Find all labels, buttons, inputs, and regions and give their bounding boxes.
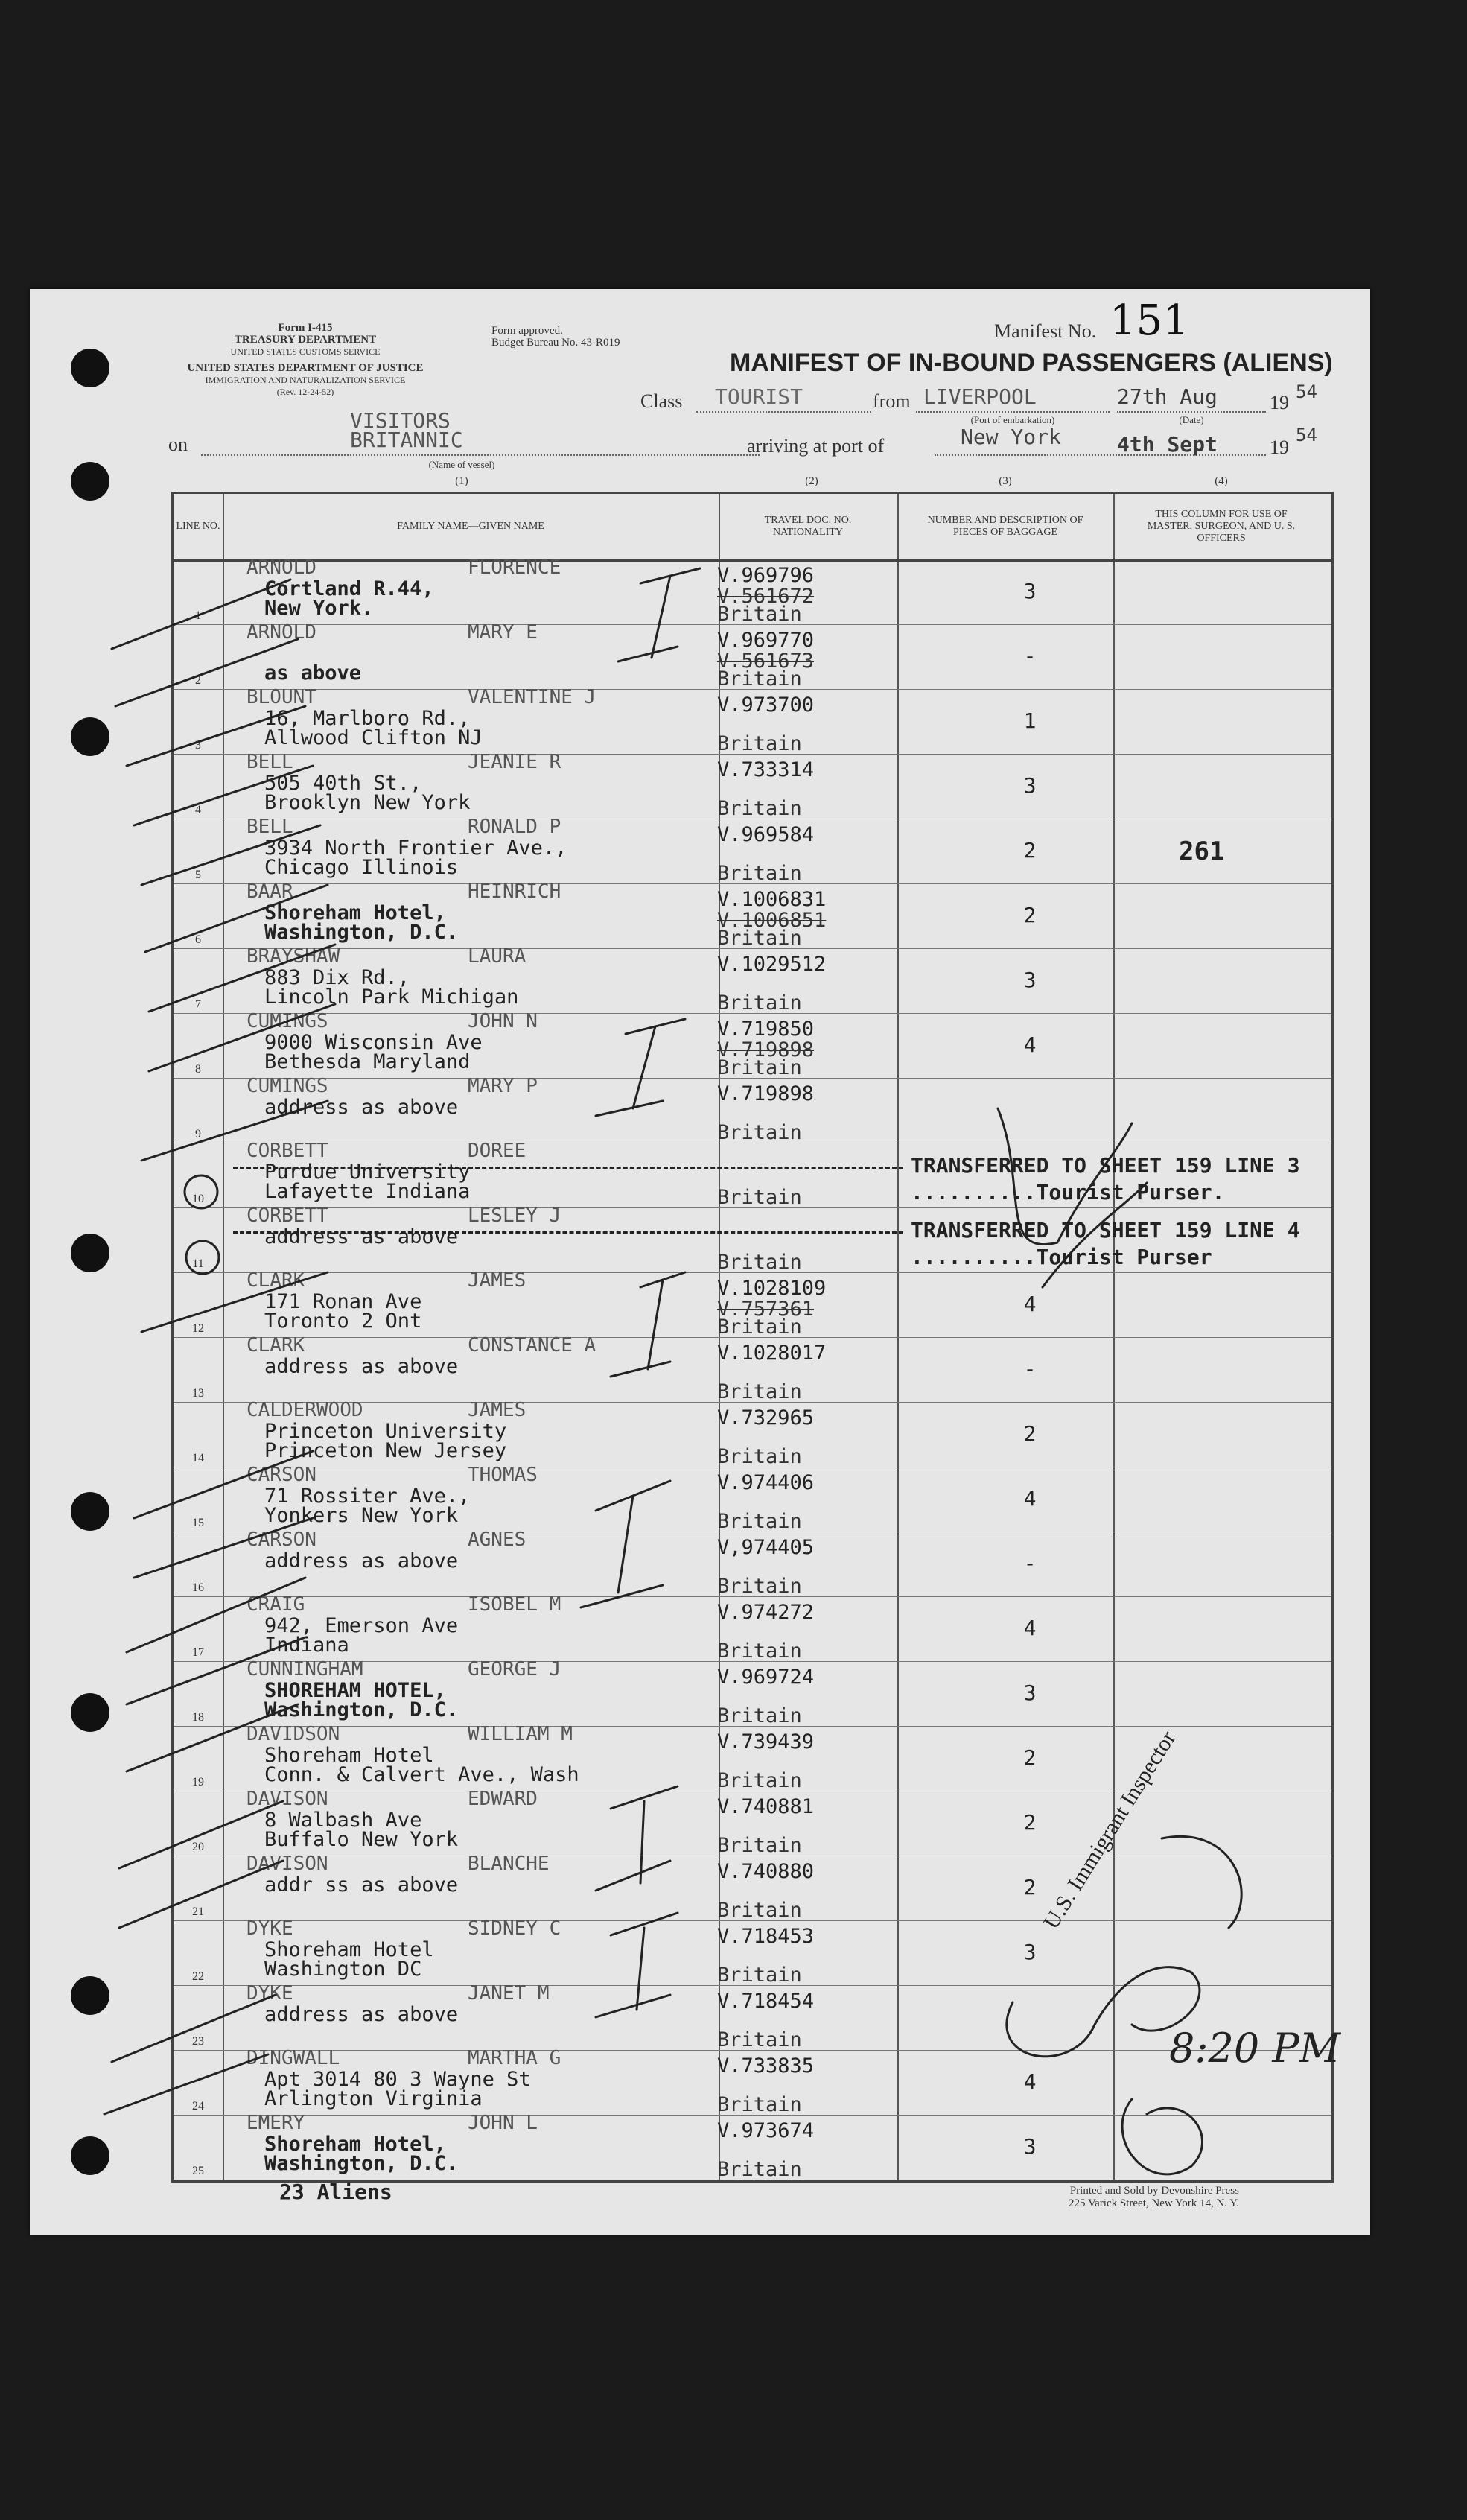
family-name: CRAIG bbox=[246, 1593, 305, 1616]
address-line-1: 16, Marlboro Rd., bbox=[264, 707, 471, 730]
manifest-no-label: Manifest No. bbox=[994, 320, 1097, 342]
year-prefix-1: 19 bbox=[1270, 392, 1289, 413]
total-aliens: 23 Aliens bbox=[279, 2180, 392, 2204]
nationality: Britain bbox=[717, 1640, 802, 1663]
family-name: CLARK bbox=[246, 1334, 305, 1356]
line-number: 23 bbox=[192, 2035, 204, 2048]
given-name: GEORGE J bbox=[468, 1658, 561, 1680]
year-2: 54 bbox=[1296, 425, 1317, 445]
line-number: 21 bbox=[192, 1905, 204, 1918]
baggage-count: 4 bbox=[1023, 1616, 1037, 1640]
family-name: CUMINGS bbox=[246, 1075, 328, 1097]
tick-mark bbox=[112, 580, 290, 649]
nationality: Britain bbox=[717, 1899, 802, 1922]
address-line-1: Apt 3014 80 3 Wayne St bbox=[264, 2068, 531, 2091]
nationality: Britain bbox=[717, 927, 802, 950]
form-revision: (Rev. 12-24-52) bbox=[276, 387, 334, 397]
embark-date: 27th Aug bbox=[1117, 384, 1218, 409]
given-name: FLORENCE bbox=[468, 556, 561, 579]
family-name: EMERY bbox=[246, 2112, 305, 2134]
address-line-1: address as above bbox=[264, 1096, 459, 1119]
form-approved: Form approved. bbox=[491, 325, 563, 337]
travel-doc-old: V.757361 bbox=[717, 1298, 815, 1321]
family-name: DAVIDSON bbox=[246, 1723, 340, 1745]
port-embarkation: LIVERPOOL bbox=[923, 384, 1037, 409]
nationality: Britain bbox=[717, 991, 802, 1015]
travel-doc-number: V,974405 bbox=[717, 1536, 815, 1559]
address-line-1: 71 Rossiter Ave., bbox=[264, 1485, 471, 1508]
family-name: DAVISON bbox=[246, 1853, 328, 1875]
tick-mark bbox=[149, 945, 335, 1012]
family-name: BELL bbox=[246, 816, 293, 838]
address-line-1: address as above bbox=[264, 1549, 459, 1572]
line-number: 8 bbox=[195, 1063, 201, 1076]
line-number: 17 bbox=[192, 1646, 204, 1659]
year-prefix-2: 19 bbox=[1270, 437, 1289, 458]
address-line-2: Washington, D.C. bbox=[264, 2152, 459, 2175]
given-name: EDWARD bbox=[468, 1788, 538, 1810]
address-line-2: Chicago Illinois bbox=[264, 856, 459, 879]
baggage-count: 4 bbox=[1023, 1032, 1037, 1057]
travel-doc-old: V.1006851 bbox=[717, 909, 827, 932]
given-name: MARY E bbox=[468, 621, 538, 644]
given-name: JOHN L bbox=[468, 2112, 538, 2134]
family-name: CORBETT bbox=[246, 1140, 328, 1162]
given-name: RONALD P bbox=[468, 816, 561, 838]
vessel-name: BRITANNIC bbox=[350, 428, 463, 452]
printer-line-2: 225 Varick Street, New York 14, N. Y. bbox=[1069, 2197, 1239, 2209]
inspection-time: 8:20 PM bbox=[1169, 2025, 1341, 2072]
tick-mark bbox=[127, 1578, 305, 1652]
address-line-1: 942, Emerson Ave bbox=[264, 1614, 459, 1637]
col-number-4: (4) bbox=[1215, 475, 1228, 487]
address-line-1: 505 40th St., bbox=[264, 772, 422, 795]
address-line-2: Indiana bbox=[264, 1634, 349, 1657]
travel-doc-number: V.719898 bbox=[717, 1082, 815, 1105]
travel-doc-old: V.561672 bbox=[717, 585, 815, 608]
baggage-count: 3 bbox=[1023, 579, 1037, 603]
header-baggage: NUMBER AND DESCRIPTION OF PIECES OF BAGGAGE bbox=[927, 515, 1083, 538]
tick-mark bbox=[141, 1101, 328, 1161]
time-figure bbox=[1122, 2099, 1202, 2174]
address-line-1: Princeton University bbox=[264, 1420, 507, 1443]
address-line-1: Shoreham Hotel, bbox=[264, 2133, 446, 2156]
given-name: ISOBEL M bbox=[468, 1593, 561, 1616]
vessel-caption: (Name of vessel) bbox=[428, 459, 495, 470]
address-line-1: 171 Ronan Ave bbox=[264, 1290, 422, 1313]
baggage-count: 3 bbox=[1023, 1940, 1037, 1964]
class-label: Class bbox=[640, 390, 683, 412]
line-number: 9 bbox=[195, 1128, 201, 1140]
line-number: 6 bbox=[195, 933, 201, 946]
address-line-2: Buffalo New York bbox=[264, 1828, 459, 1851]
line-number: 13 bbox=[192, 1387, 204, 1400]
line-number: 2 bbox=[195, 674, 201, 687]
line-number: 16 bbox=[192, 1581, 204, 1594]
nationality: Britain bbox=[717, 2028, 802, 2051]
nationality: Britain bbox=[717, 603, 802, 626]
baggage-count: 4 bbox=[1023, 2069, 1037, 2094]
line-number: 20 bbox=[192, 1841, 204, 1853]
given-name: WILLIAM M bbox=[468, 1723, 573, 1745]
family-name: DINGWALL bbox=[246, 2047, 340, 2069]
family-name: DYKE bbox=[246, 1982, 293, 2005]
given-name: JEANIE R bbox=[468, 751, 561, 773]
given-name: JAMES bbox=[468, 1269, 526, 1292]
address-line-2: Yonkers New York bbox=[264, 1504, 459, 1527]
nationality: Britain bbox=[717, 1510, 802, 1533]
baggage-count: 1 bbox=[1023, 708, 1037, 733]
baggage-count: - bbox=[1023, 644, 1037, 668]
tick-mark bbox=[127, 1704, 298, 1771]
travel-doc-number: V.718454 bbox=[717, 1990, 815, 2013]
family-name: CARSON bbox=[246, 1529, 316, 1551]
address-line-1: Shoreham Hotel bbox=[264, 1744, 434, 1767]
given-name: LESLEY J bbox=[468, 1205, 561, 1227]
travel-doc-number: V.1028109 bbox=[717, 1277, 827, 1300]
travel-doc-number: V.969770 bbox=[717, 629, 815, 652]
nationality: Britain bbox=[717, 1445, 802, 1468]
given-name: VALENTINE J bbox=[468, 686, 596, 708]
travel-doc-number: V.969796 bbox=[717, 564, 815, 587]
line-number: 24 bbox=[192, 2100, 204, 2113]
given-name: BLANCHE bbox=[468, 1853, 550, 1875]
family-name: DAVISON bbox=[246, 1788, 328, 1810]
budget-bureau: Budget Bureau No. 43-R019 bbox=[491, 337, 620, 349]
baggage-count: 2 bbox=[1023, 1875, 1037, 1899]
travel-doc-number: V.974272 bbox=[717, 1601, 815, 1624]
transfer-purser: ..........Tourist Purser. bbox=[911, 1180, 1225, 1205]
transfer-note: TRANSFERRED TO SHEET 159 LINE 3 bbox=[911, 1153, 1300, 1178]
address-line-2: Lafayette Indiana bbox=[264, 1180, 471, 1203]
nationality: Britain bbox=[717, 2158, 802, 2181]
travel-doc-number: V.740880 bbox=[717, 1860, 815, 1883]
travel-doc-number: V.973674 bbox=[717, 2119, 815, 2142]
nationality: Britain bbox=[717, 1380, 802, 1403]
nationality: Britain bbox=[717, 1186, 802, 1209]
line-number: 25 bbox=[192, 2165, 204, 2177]
travel-doc-old: V.561673 bbox=[717, 650, 815, 673]
nationality: Britain bbox=[717, 1315, 802, 1339]
given-name: JANET M bbox=[468, 1982, 550, 2005]
line-number: 1 bbox=[195, 609, 201, 622]
family-name: CUMINGS bbox=[246, 1010, 328, 1032]
line-number: 12 bbox=[192, 1322, 204, 1335]
baggage-count: 3 bbox=[1023, 968, 1037, 992]
inspector-mark bbox=[596, 1019, 685, 1116]
family-name: CARSON bbox=[246, 1464, 316, 1486]
baggage-count: 4 bbox=[1023, 1486, 1037, 1511]
nationality: Britain bbox=[717, 1834, 802, 1857]
header-travel-doc: TRAVEL DOC. NO. NATIONALITY bbox=[764, 515, 852, 538]
address-line-2: Lincoln Park Michigan bbox=[264, 986, 519, 1009]
travel-doc-number: V.1028017 bbox=[717, 1342, 827, 1365]
given-name: THOMAS bbox=[468, 1464, 538, 1486]
travel-doc-number: V.733835 bbox=[717, 2054, 815, 2078]
given-name: HEINRICH bbox=[468, 880, 561, 903]
line-number: 4 bbox=[195, 804, 201, 816]
transfer-purser: ..........Tourist Purser bbox=[911, 1245, 1212, 1269]
line-number: 14 bbox=[192, 1452, 204, 1464]
address-line-1: SHOREHAM HOTEL, bbox=[264, 1679, 446, 1702]
baggage-count: 4 bbox=[1023, 1292, 1037, 1316]
travel-doc-number: V.973700 bbox=[717, 694, 815, 717]
treasury-dept: TREASURY DEPARTMENT bbox=[234, 334, 377, 346]
address-line-1: Cortland R.44, bbox=[264, 577, 434, 600]
nationality: Britain bbox=[717, 1056, 802, 1079]
on-label: on bbox=[168, 434, 188, 455]
col-number-2: (2) bbox=[805, 475, 818, 487]
handwritten-marks bbox=[30, 289, 1370, 2235]
nationality: Britain bbox=[717, 732, 802, 755]
family-name: ARNOLD bbox=[246, 556, 316, 579]
tick-mark bbox=[141, 825, 320, 885]
travel-doc-number: V.969584 bbox=[717, 823, 815, 846]
line-number: 3 bbox=[195, 739, 201, 752]
travel-doc-number: V.1006831 bbox=[717, 888, 827, 911]
manifest-sheet bbox=[30, 289, 1370, 2235]
family-name: ARNOLD bbox=[246, 621, 316, 644]
tick-mark bbox=[134, 1518, 313, 1578]
travel-doc-old: V.719898 bbox=[717, 1038, 815, 1061]
address-line-1: address as above bbox=[264, 2003, 459, 2026]
given-name: JOHN N bbox=[468, 1010, 538, 1032]
line-number: 19 bbox=[192, 1776, 204, 1789]
nationality: Britain bbox=[717, 862, 802, 885]
family-name: BAAR bbox=[246, 880, 293, 903]
address-line-2: Conn. & Calvert Ave., Wash bbox=[264, 1763, 579, 1786]
inspector-mark bbox=[596, 1786, 678, 1891]
address-line-1: 883 Dix Rd., bbox=[264, 966, 410, 989]
address-line-2: Washington, D.C. bbox=[264, 1698, 459, 1721]
travel-doc-number: V.974406 bbox=[717, 1471, 815, 1494]
arrival-port: New York bbox=[961, 425, 1061, 449]
line-number: 5 bbox=[195, 869, 201, 881]
given-name: SIDNEY C bbox=[468, 1917, 561, 1940]
tick-mark bbox=[149, 1004, 335, 1071]
tick-mark bbox=[141, 1272, 328, 1332]
travel-doc-number: V.1029512 bbox=[717, 953, 827, 976]
tick-mark bbox=[119, 1801, 283, 1868]
col-number-3: (3) bbox=[999, 475, 1012, 487]
nationality: Britain bbox=[717, 2093, 802, 2116]
address-line-2: New York. bbox=[264, 597, 374, 620]
tick-mark bbox=[104, 2054, 268, 2114]
nationality: Britain bbox=[717, 667, 802, 691]
inspector-mark bbox=[581, 1481, 670, 1607]
address-line-1: 8 Walbash Ave bbox=[264, 1809, 422, 1832]
address-line-2: Toronto 2 Ont bbox=[264, 1310, 422, 1333]
tick-mark bbox=[127, 1637, 305, 1704]
address-line-1: Shoreham Hotel, bbox=[264, 901, 446, 924]
nationality: Britain bbox=[717, 1121, 802, 1144]
baggage-count: - bbox=[1023, 1356, 1037, 1381]
family-name: BLOUNT bbox=[246, 686, 316, 708]
ins-service: IMMIGRATION AND NATURALIZATION SERVICE bbox=[205, 375, 406, 385]
address-line-1: 3934 North Frontier Ave., bbox=[264, 837, 567, 860]
given-name: AGNES bbox=[468, 1529, 526, 1551]
baggage-count: 3 bbox=[1023, 2134, 1037, 2159]
class-value: TOURIST bbox=[715, 384, 803, 409]
printer-line-1: Printed and Sold by Devonshire Press bbox=[1069, 2185, 1239, 2197]
travel-doc-number: V.740881 bbox=[717, 1795, 815, 1818]
port-caption: (Port of embarkation) bbox=[970, 414, 1055, 425]
from-label: from bbox=[873, 390, 911, 412]
address-line-2: Bethesda Maryland bbox=[264, 1050, 471, 1073]
baggage-count: 2 bbox=[1023, 838, 1037, 863]
travel-doc-number: V.733314 bbox=[717, 758, 815, 781]
manifest-number: 151 bbox=[1110, 296, 1189, 345]
line-number: 11 bbox=[192, 1257, 204, 1270]
address-line-2: Brooklyn New York bbox=[264, 791, 471, 814]
header-name: FAMILY NAME—GIVEN NAME bbox=[397, 521, 544, 532]
baggage-count: 2 bbox=[1023, 1421, 1037, 1446]
vessel-line-1: VISITORS bbox=[350, 408, 451, 433]
travel-doc-number: V.719850 bbox=[717, 1018, 815, 1041]
arriving-label: arriving at port of bbox=[747, 435, 885, 457]
tick-mark bbox=[134, 1451, 313, 1518]
manifest-title: MANIFEST OF IN-BOUND PASSENGERS (ALIENS) bbox=[730, 349, 1333, 377]
nationality: Britain bbox=[717, 1964, 802, 1987]
tick-mark bbox=[145, 885, 328, 952]
address-line-1: Shoreham Hotel bbox=[264, 1938, 434, 1961]
given-name: LAURA bbox=[468, 945, 526, 968]
year-1: 54 bbox=[1296, 381, 1317, 402]
header-officers: THIS COLUMN FOR USE OF MASTER, SURGEON, AND U. S. OFFICERS bbox=[1147, 509, 1296, 544]
given-name: MARTHA G bbox=[468, 2047, 561, 2069]
arrival-date: 4th Sept bbox=[1117, 432, 1218, 457]
family-name: BRAYSHAW bbox=[246, 945, 340, 968]
inspector-stamp: U.S. Immigrant Inspector bbox=[1039, 1726, 1181, 1934]
given-name: MARY P bbox=[468, 1075, 538, 1097]
inspector-mark bbox=[618, 568, 700, 661]
customs-service: UNITED STATES CUSTOMS SERVICE bbox=[230, 346, 381, 357]
tick-mark bbox=[115, 639, 298, 706]
line-number: 15 bbox=[192, 1517, 204, 1529]
given-name: DOREE bbox=[468, 1140, 526, 1162]
address-line-1: address as above bbox=[264, 1355, 459, 1378]
baggage-count: - bbox=[1023, 1551, 1037, 1575]
inspector-mark bbox=[611, 1272, 685, 1377]
given-name: CONSTANCE A bbox=[468, 1334, 596, 1356]
line-number: 18 bbox=[192, 1711, 204, 1724]
nationality: Britain bbox=[717, 1251, 802, 1274]
tick-mark bbox=[127, 706, 305, 766]
address-line-2: Washington, D.C. bbox=[264, 921, 459, 944]
address-line-1: address as above bbox=[264, 1225, 459, 1248]
address-line-2: Princeton New Jersey bbox=[264, 1439, 507, 1462]
address-line-2: as above bbox=[264, 661, 362, 685]
address-line-1: Purdue University bbox=[264, 1161, 471, 1184]
address-line-1: addr ss as above bbox=[264, 1873, 459, 1897]
address-line-2: Arlington Virginia bbox=[264, 2087, 483, 2110]
tick-mark bbox=[134, 766, 313, 825]
purser-signature bbox=[998, 1108, 1147, 1287]
nationality: Britain bbox=[717, 1575, 802, 1598]
travel-doc-number: V.969724 bbox=[717, 1666, 815, 1689]
family-name: CLARK bbox=[246, 1269, 305, 1292]
officer-note: 261 bbox=[1179, 837, 1225, 866]
inspector-signature bbox=[1007, 1836, 1241, 2056]
family-name: CALDERWOOD bbox=[246, 1399, 363, 1421]
travel-doc-number: V.718453 bbox=[717, 1925, 815, 1948]
transfer-note: TRANSFERRED TO SHEET 159 LINE 4 bbox=[911, 1218, 1300, 1242]
address-line-2: Allwood Clifton NJ bbox=[264, 726, 483, 749]
address-line-1: 9000 Wisconsin Ave bbox=[264, 1031, 483, 1054]
address-line-2: Washington DC bbox=[264, 1958, 422, 1981]
tick-mark bbox=[119, 1861, 283, 1928]
date-caption: (Date) bbox=[1179, 414, 1204, 425]
family-name: DYKE bbox=[246, 1917, 293, 1940]
family-name: CUNNINGHAM bbox=[246, 1658, 363, 1680]
nationality: Britain bbox=[717, 1769, 802, 1792]
family-name: BELL bbox=[246, 751, 293, 773]
row-circle-11 bbox=[186, 1241, 219, 1274]
col-number-1: (1) bbox=[455, 475, 468, 487]
given-name: JAMES bbox=[468, 1399, 526, 1421]
baggage-count: 3 bbox=[1023, 773, 1037, 798]
header-line-no: LINE NO. bbox=[176, 521, 220, 532]
tick-mark bbox=[112, 1995, 276, 2062]
baggage-count: 2 bbox=[1023, 903, 1037, 927]
nationality: Britain bbox=[717, 1704, 802, 1727]
inspector-mark bbox=[596, 1913, 678, 2017]
line-number: 7 bbox=[195, 998, 201, 1011]
row-circle-10 bbox=[185, 1175, 217, 1208]
baggage-count: 3 bbox=[1023, 1680, 1037, 1705]
nationality: Britain bbox=[717, 797, 802, 820]
baggage-count: 2 bbox=[1023, 1745, 1037, 1770]
family-name: CORBETT bbox=[246, 1205, 328, 1227]
travel-doc-number: V.732965 bbox=[717, 1406, 815, 1429]
line-number: 22 bbox=[192, 1970, 204, 1983]
line-number: 10 bbox=[192, 1193, 204, 1205]
baggage-count: 2 bbox=[1023, 1810, 1037, 1835]
travel-doc-number: V.739439 bbox=[717, 1730, 815, 1753]
justice-dept: UNITED STATES DEPARTMENT OF JUSTICE bbox=[187, 362, 424, 374]
form-number: Form I-415 bbox=[278, 322, 333, 334]
